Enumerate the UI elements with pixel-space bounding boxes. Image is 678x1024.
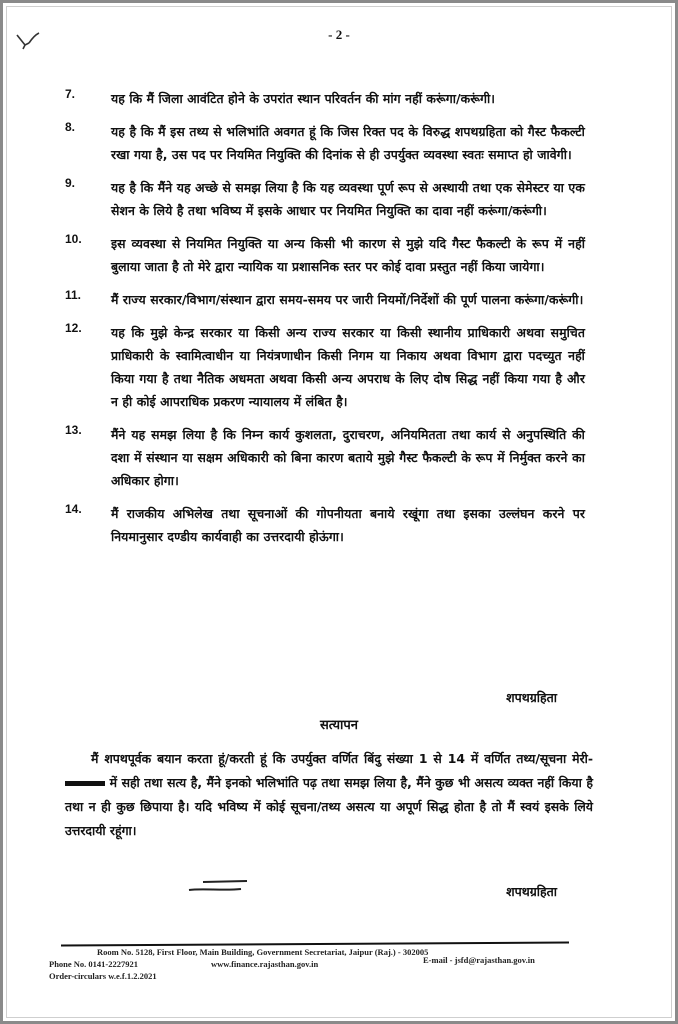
signature-label-oath-taker: शपथग्रहिता <box>506 690 557 705</box>
item-text: यह है कि मैंने यह अच्छे से समझ लिया है कि यह व्यवस्था पूर्ण रूप से अस्थायी तथा एक सेमेस्टर या एक सेशन के लिये है तथा भविष्य में इसके आधार पर नियमित नियुक्ति का दावा नहीं करूंगा/करूंगी। <box>111 180 585 218</box>
declaration-item-8 <box>65 120 585 166</box>
item-text: मैंने यह समझ लिया है कि निम्न कार्य कुशलता, दुराचरण, अनियमितता तथा कार्य से अनुपस्थिति की दशा में संस्थान या सक्षम अधिकारी को बिना कारण बताये मुझे गैस्ट फैकल्टी के रूप में निर्मुक्त करने का अधिकार होगा। <box>111 427 585 488</box>
item-number: 14. <box>65 502 82 516</box>
item-text: मैं राज्य सरकार/विभाग/संस्थान द्वारा समय-समय पर जारी नियमों/निर्देशों की पूर्ण पालना करूंगा/करूंगी। <box>111 292 584 307</box>
declaration-item-11 <box>65 288 585 311</box>
verification-heading: सत्यापन <box>319 718 359 733</box>
verification-text-part1: मैं शपथपूर्वक बयान करता हूं/करती हूं कि उपर्युक्त वर्णित बिंदु संख्या 1 से 14 में वर्णित तथ्य/सूचना मेरी- <box>91 751 593 766</box>
item-text: यह कि मैं जिला आवंटित होने के उपरांत स्थान परिवर्तन की मांग नहीं करूंगा/करूंगी। <box>111 91 496 106</box>
item-number: 10. <box>65 232 82 246</box>
item-text: इस व्यवस्था से नियमित नियुक्ति या अन्य किसी भी कारण से मुझे यदि गैस्ट फैकल्टी के रूप में नहीं बुलाया जाता है तो मेरे द्वारा न्यायिक या प्रशासनिक स्तर पर कोई दावा प्रस्तुत नहीं किया जायेगा। <box>111 236 585 274</box>
item-number: 8. <box>65 120 76 134</box>
declaration-item-12 <box>65 321 585 413</box>
struck-out-text <box>65 781 105 786</box>
item-number: 13. <box>65 423 82 437</box>
declaration-item-13 <box>65 423 585 492</box>
item-number: 7. <box>65 87 76 101</box>
footer-order-circulars: Order-circulars w.e.f.1.2.2021 <box>49 971 157 981</box>
declaration-item-7 <box>65 87 585 110</box>
item-number: 12. <box>65 321 82 335</box>
declaration-list <box>65 87 585 558</box>
footer-address: Room No. 5128, First Floor, Main Building, Government Secretariat, Jaipur (Raj.) - 302005 <box>97 947 429 957</box>
declaration-item-14 <box>65 502 585 548</box>
signature-scribble-icon <box>183 879 263 893</box>
item-number: 11. <box>65 288 82 302</box>
footer-website: www.finance.rajasthan.gov.in <box>211 959 319 969</box>
signature-label-oath-taker-verification: शपथग्रहिता <box>506 884 557 899</box>
footer-email: E-mail - jsfd@rajasthan.gov.in <box>423 955 535 965</box>
item-text: यह कि मुझे केन्द्र सरकार या किसी अन्य राज्य सरकार या किसी स्थानीय प्राधिकारी अथवा समुचित प्राधिकारी के स्वामित्वाधीन या नियंत्रणाधीन किसी निगम या निकाय अथवा विभाग द्वारा पदच्युत नहीं किया गया है तथा नैतिक अधमता अथवा किसी अन्य अपराध के लिए दोष सिद्ध नहीं किया गया है और न ही कोई आपराधिक प्रकरण न्यायालय में लंबित है। <box>111 325 585 409</box>
item-text: मैं राजकीय अभिलेख तथा सूचनाओं की गोपनीयता बनाये रखूंगा तथा इसका उल्लंघन करने पर नियमानुसार दण्डीय कार्यवाही का उत्तरदायी होऊंगा। <box>111 506 585 544</box>
item-text: यह है कि मैं इस तथ्य से भलिभांति अवगत हूं कि जिस रिक्त पद के विरुद्ध शपथग्रहिता को गैस्ट फैकल्टी रखा गया है, उस पद पर नियमित नियुक्ति की दिनांक से ही उपर्युक्त व्यवस्था स्वतः समाप्त हो जावेगी। <box>111 124 585 162</box>
declaration-item-9 <box>65 176 585 222</box>
page-number: - 2 - <box>328 27 350 42</box>
declaration-item-10 <box>65 232 585 278</box>
footer-divider <box>61 941 569 946</box>
verification-text-part2: में सही तथा सत्य है, मैंने इनको भलिभांति पढ़ तथा समझ लिया है, मैंने कुछ भी असत्य व्यक्त नहीं किया है तथा न ही कुछ छिपाया है। यदि भविष्य में कोई सूचना/तथ्य असत्य या अपूर्ण सिद्ध होता है तो मैं स्वयं इसके लिये उत्तरदायी रहूंगा। <box>65 775 593 838</box>
verification-text <box>65 747 593 843</box>
footer-phone: Phone No. 0141-2227921 <box>49 959 139 969</box>
item-number: 9. <box>65 176 76 190</box>
